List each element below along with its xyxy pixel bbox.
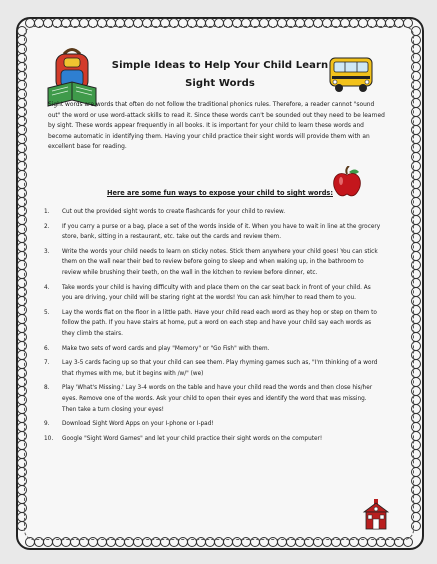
item-text: Play 'What's Missing.' Lay 3-4 words on the table and have your child read the words and then close his/her eyes. Remove one of the words. Ask your child to open their eyes and identify the word that was missing. Then take a turn closing your eyes! <box>62 385 373 413</box>
page-title-line1: Simple Ideas to Help Your Child Learn <box>111 60 329 71</box>
intro-paragraph: Sight words are words that often do not follow the traditional phonics rules. Therefore, a reader cannot "sound out" the word or use word-attack skills to read it. Since these words can't be sounded out they need to be learned by sight. These words appear frequently in all books. It is important for your child to learn these words and become automatic in identifying them. Having your child practice their sight words will provide them with an excellent base for reading. <box>48 102 385 151</box>
item-number: 9. <box>44 421 50 428</box>
school-bus-icon <box>326 54 376 94</box>
list-item <box>44 222 382 243</box>
list-item <box>44 247 382 279</box>
item-number: 8. <box>44 385 50 392</box>
item-number: 1. <box>44 209 50 215</box>
schoolhouse-icon <box>362 498 390 530</box>
list-item <box>44 383 382 415</box>
item-text: Lay the words flat on the floor in a little path. Have your child read each word as they hop or step on them to follow the path. If you have stairs at home, put a word on each step and have your child say each words as they climb the stairs. <box>62 309 377 337</box>
item-number: 2. <box>44 223 50 230</box>
list-item <box>44 308 382 340</box>
list-item <box>44 434 382 445</box>
item-text: Lay 3-5 cards facing up so that your child can see them. Play rhyming games such as, "I'm thinking of a word that rhymes with me, but it begins with /w/" (we) <box>62 360 378 377</box>
item-number: 4. <box>44 284 50 291</box>
item-number: 6. <box>44 345 50 352</box>
item-text: Take words your child is having difficulty with and place them on the car seat back in front of your child. As you are driving, your child will be staring right at the words! You can ask him/her to read them to you. <box>62 284 371 302</box>
item-number: 10. <box>44 435 54 442</box>
list-item <box>44 419 382 430</box>
item-text: If you carry a purse or a bag, place a set of the words inside of it. When you have to wait in line at the grocery store, bank, sitting in a restaurant, etc. take out the cards and review them. <box>62 223 381 241</box>
item-text: Cut out the provided sight words to create flashcards for your child to review. <box>62 209 286 215</box>
list-item <box>44 358 382 379</box>
item-text: Download Sight Word Apps on your I-phone or I-pad! <box>62 421 214 428</box>
tips-list <box>44 207 382 448</box>
list-item <box>44 283 382 304</box>
item-text: Write the words your child needs to learn on sticky notes. Stick them anywhere your child goes! You can stick them on the wall near their bed to review before going to sleep and when waking up, in the bathroom to review while brushing their teeth, on the wall in the kitchen to review before dinner, etc. <box>62 248 378 276</box>
item-text: Google "Sight Word Games" and let your child practice their sight words on the computer! <box>62 435 323 442</box>
page-title-line2: Sight Words <box>185 78 255 89</box>
item-number: 5. <box>44 309 50 316</box>
list-heading: Here are some fun ways to expose your child to sight words: <box>106 189 333 197</box>
item-text: Make two sets of word cards and play "Memory" or "Go Fish" with them. <box>62 345 270 352</box>
item-number: 7. <box>44 360 50 367</box>
list-item <box>44 344 382 355</box>
backpack-icon <box>44 44 102 108</box>
list-item <box>44 207 382 218</box>
item-number: 3. <box>44 248 50 255</box>
